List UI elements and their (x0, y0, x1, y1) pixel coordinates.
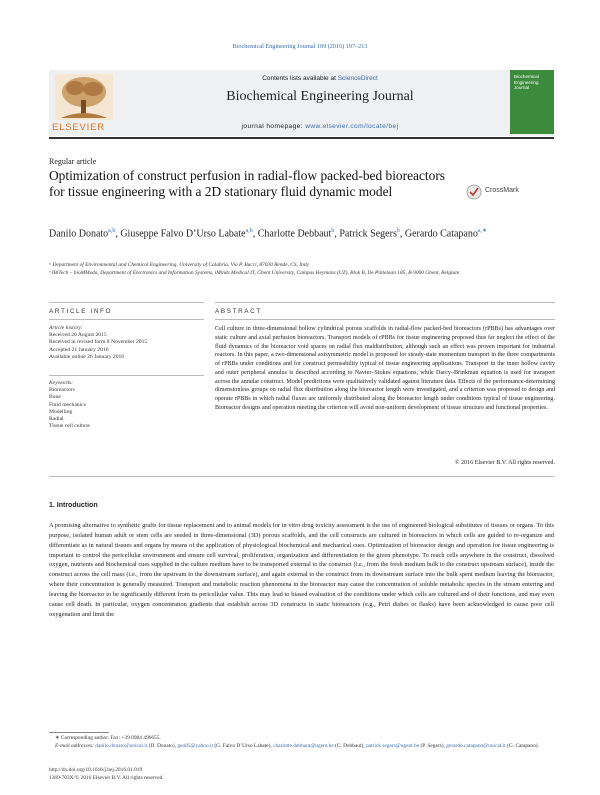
keywords-divider (49, 375, 204, 376)
abstract-copyright: © 2016 Elsevier B.V. All rights reserved. (454, 460, 555, 466)
author-affil-mark[interactable]: b (331, 228, 335, 234)
keyword: Bone (49, 394, 61, 401)
issn-line: 1369-703X/© 2016 Elsevier B.V. All rights reserved. (49, 775, 164, 781)
email-link[interactable]: patrick.segers@ugent.be (365, 743, 420, 749)
journal-citation[interactable]: Biochemical Engineering Journal 109 (2016) 197–213 (232, 43, 368, 50)
author-list: Danilo Donato$^{a,b}$, Giuseppe Falvo D’Urso Labate$^{a,b}$, Charlotte Debbaut$^b$, Patrick Segers$^b$, Gerardo Catapano$^{a,∗}$ (49, 228, 488, 240)
email-link[interactable]: geo85@yahoo.it (177, 743, 214, 749)
author-name[interactable]: Patrick Segers (339, 228, 397, 240)
abstract-heading: ABSTRACT (215, 308, 262, 315)
email-addresses (55, 743, 555, 751)
abstract-divider (215, 302, 555, 303)
article-info-heading: ARTICLE INFO (49, 308, 113, 315)
abstract-text: Cell culture in three-dimensional hollow cylindrical porous scaffolds in radial-flow packed-bed bioreactors (rPBBs) has advantages over static culture and axial perfusion bioreactors. Transport models of rPBBs for tissue engineering proposed thus far neglect the effect of the fluid dynamics of the bioreactor void spaces on radial flux maldistribution, although such an effect was proven important for industrial reactors. In this paper, a two-dimensional axisymmetric model is proposed for steady-state momentum transport in the three compartments of rPBBs under conditions and for construct permeability typical of tissue engineering applications. Transport in the inner hollow cavity and outer peripheral annulus is described according to Navier–Stokes equations, while Darcy–Brinkman equation is used for transport across the annular construct. Model predictions were qualitatively validated against literature data. Effects of the performance-determining dimensionless groups on radial flux distribution along the bioreactor length were investigated, and a criterion was proposed to design and operate rPBBs in which radial fluxes are uniformly distributed along the bioreactor length under conditions typical of tissue engineering. Bioreactor designs and operation meeting the criterion will avoid non-uniform development of tissue structure and functional properties. (215, 326, 555, 411)
history-item: Accepted 21 January 2016 (49, 346, 109, 353)
keyword: Radial (49, 416, 64, 423)
keyword: Modelling (49, 408, 73, 415)
history-label: Article history: (49, 325, 84, 331)
article-type: Regular article (49, 157, 97, 166)
header-divider (49, 137, 554, 139)
author-affil-mark[interactable]: a,b (108, 228, 116, 234)
journal-title: Biochemical Engineering Journal (226, 89, 414, 104)
homepage-link[interactable]: www.elsevier.com/locate/bej (305, 123, 399, 130)
publisher-wordmark: ELSEVIER (52, 122, 105, 133)
introduction-text: A promising alternative to synthetic grafts for tissue replacement and to animal models for in vitro drug toxicity assessment is the use of engineered biological substitutes of tissues or organs. To this purpose, isolated human adult or stem cells are seeded in three-dimensional (3D) porous scaffolds, and the cell constructs are cultured in bioreactors in which cells are guided to re-organize and differentiate as in natural tissues and organs by means of the application of physiological biochemical and mechanical cues. Optimization of bioreactor design and operation for tissue engineering is important to control the pericellular environment and ensure cell survival, proliferation, organization and differentiation to the given phenotype. To reach cells anywhere in the construct, dissolved oxygen, nutrients and biochemical cues supplied in the culture medium have to be transported external to the construct (i.e., from the fresh medium bulk to the construct upstream surface), inside the construct across the cell mass (i.e., from the upstream to the downstream surface), and again external to the construct from its downstream surface into the bulk spent medium leaving the bioreactor, where their concentration is generally measured. Transport and metabolic reaction phenomena in the bioreactor may cause the concentration of soluble metabolic species in the stream entering and leaving the bioreactor to be significantly different from its pericellular value. This may lead to biased evaluation of the conditions under which cells are cultured and of their functions, and may even cause cell death. In particular, oxygen concentration gradients that establish across 3D constructs in static bioreactors (e.g., Petri dishes or flasks) have been acknowledged to cause poor cell oxygenation and limit the (49, 522, 554, 618)
affiliation-a: ᵃ Department of Environmental and Chemical Engineering, University of Calabria, Via P. Bucci, 87030 Rende, CS, Italy (49, 262, 310, 268)
keywords (49, 380, 204, 430)
email-owner: (G. Catapano). (507, 743, 539, 749)
affiliations (49, 262, 529, 277)
author-name[interactable]: Danilo Donato (49, 228, 109, 240)
keyword: Bioreactors (49, 387, 75, 394)
abstract-end-divider (49, 476, 554, 477)
email-link[interactable]: gerardo.catapano@unical.it (446, 743, 506, 749)
contents-prefix: Contents lists available at (262, 75, 338, 82)
history-item: Received in revised form 8 November 2015 (49, 339, 148, 346)
info-divider-2 (49, 319, 204, 320)
history-item: Received 20 August 2015 (49, 332, 107, 339)
history-item: Available online 26 January 2016 (49, 353, 125, 360)
email-link[interactable]: charlotte.debbaut@ugent.be (273, 743, 334, 749)
article-title: Optimization of construct perfusion in radial-flow packed-bed bioreactors for tissue engineering with a 2D stationary fluid dynamic model (49, 168, 446, 199)
author-name[interactable]: Giuseppe Falvo D’Urso Labate (120, 228, 246, 240)
email-link[interactable]: danilo.donato@unical.it (95, 743, 148, 749)
keyword: Fluid mechanics (49, 401, 86, 408)
author-affil-mark[interactable]: a,b (245, 228, 253, 234)
crossmark-badge[interactable] (466, 183, 536, 201)
author-name[interactable]: Gerardo Catapano (404, 228, 478, 240)
keywords-label: Keywords: (49, 380, 74, 386)
introduction-heading: 1. Introduction (49, 502, 98, 509)
journal-homepage (160, 123, 480, 130)
doi-link[interactable]: http://dx.doi.org/10.1016/j.bej.2016.01.019 (49, 767, 143, 773)
keyword: Tissue cell culture (49, 423, 90, 430)
email-owner: (C. Debbaut), (335, 743, 365, 749)
email-owner: (D. Donato), (148, 743, 176, 749)
article-history (49, 325, 204, 361)
crossmark-label: CrossMark (485, 187, 519, 194)
author-name[interactable]: Charlotte Debbaut (257, 228, 332, 240)
author-affil-mark[interactable]: b (396, 228, 400, 234)
contents-line (195, 75, 445, 82)
sciencedirect-link[interactable]: ScienceDirect (337, 75, 378, 82)
email-owner: (G. Falvo D’Urso Labate), (214, 743, 272, 749)
info-divider (49, 302, 204, 303)
footnote-rule (49, 732, 109, 733)
cover-title: Biochemical Engineering Journal (514, 74, 539, 90)
email-label: E-mail addresses: (55, 743, 94, 749)
abstract-divider-2 (215, 319, 555, 320)
crossmark-icon (466, 184, 482, 200)
corresponding-author: ∗ Corresponding author. Fax: +39 0984 496655. (55, 735, 161, 741)
affiliation-b: ᵇ IBiTech – bioMMeda, Department of Electronics and Information Systems, iMinds Medical IT, Ghent University, Campus Heymans (UZ), Blok B, De Pintelaan 185, B-9000 Ghent, Belgium (49, 269, 460, 276)
author-affil-mark[interactable]: a,∗ (477, 228, 488, 234)
homepage-prefix: journal homepage: (241, 123, 306, 130)
email-owner: (P. Segers), (420, 743, 445, 749)
